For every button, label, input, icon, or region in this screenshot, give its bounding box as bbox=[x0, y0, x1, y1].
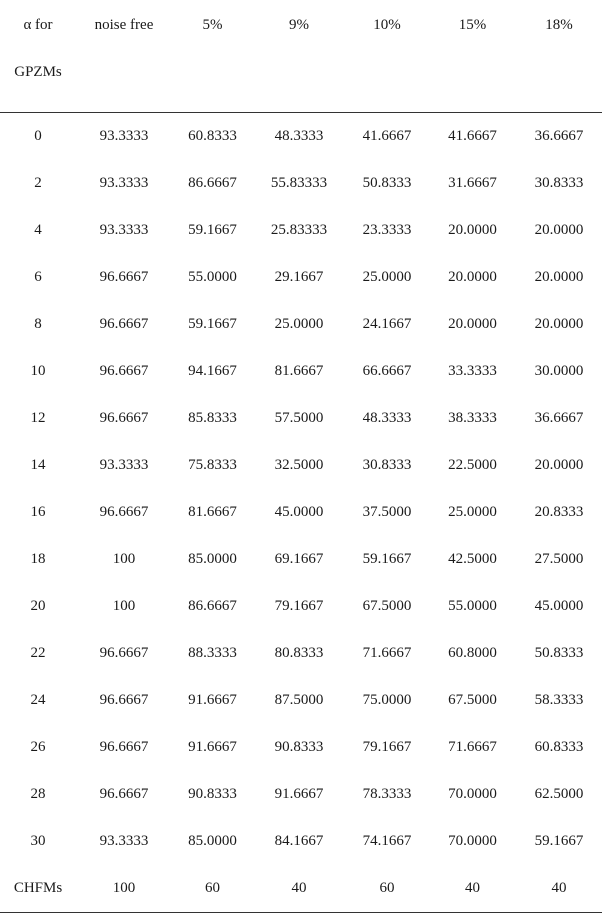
alpha-cell: 26 bbox=[30, 739, 46, 755]
noise-free-cell: 96.6667 bbox=[99, 504, 149, 520]
noise-15-cell: 20.0000 bbox=[448, 316, 497, 332]
noise-18-cell: 60.8333 bbox=[534, 739, 584, 755]
noise-15-cell: 25.0000 bbox=[448, 504, 497, 520]
alpha-cell: 20 bbox=[30, 598, 46, 614]
noise-15-cell: 31.6667 bbox=[448, 175, 497, 191]
noise-9-cell: 45.0000 bbox=[274, 504, 324, 520]
noise-10-cell: 30.8333 bbox=[362, 457, 412, 473]
noise-15-cell: 71.6667 bbox=[448, 739, 497, 755]
table-row bbox=[0, 113, 602, 161]
noise-10-cell: 60 bbox=[345, 865, 429, 913]
alpha-cell: 0 bbox=[34, 128, 42, 144]
noise-15-cell: 41.6667 bbox=[448, 128, 497, 144]
noise-10-cell: 50.8333 bbox=[362, 175, 412, 191]
noise-10-cell: 23.3333 bbox=[362, 222, 412, 238]
alpha-cell: CHFMs bbox=[0, 865, 76, 913]
noise-5-cell: 60.8333 bbox=[188, 128, 237, 144]
table-row bbox=[0, 818, 602, 865]
noise-18-cell: 20.8333 bbox=[534, 504, 584, 520]
noise-5-cell: 86.6667 bbox=[188, 598, 237, 614]
header-row bbox=[0, 0, 602, 113]
header-alpha-line1: α for bbox=[23, 17, 53, 33]
noise-9-cell: 57.5000 bbox=[274, 410, 324, 426]
noise-9-cell: 25.0000 bbox=[274, 316, 324, 332]
noise-9-cell: 84.1667 bbox=[274, 833, 324, 849]
noise-5-cell: 91.6667 bbox=[188, 739, 237, 755]
noise-15-cell: 20.0000 bbox=[448, 222, 497, 238]
noise-10-cell: 66.6667 bbox=[362, 363, 412, 379]
table-row bbox=[0, 207, 602, 254]
noise-5-cell: 75.8333 bbox=[188, 457, 237, 473]
alpha-cell: 28 bbox=[30, 786, 46, 802]
noise-free-cell: 96.6667 bbox=[99, 645, 149, 661]
noise-15-cell: 60.8000 bbox=[448, 645, 497, 661]
alpha-cell: 24 bbox=[30, 692, 46, 708]
noise-9-cell: 32.5000 bbox=[274, 457, 324, 473]
noise-9-cell: 55.83333 bbox=[270, 175, 328, 191]
table-row bbox=[0, 677, 602, 724]
alpha-cell: 10 bbox=[30, 363, 46, 379]
noise-5-cell: 81.6667 bbox=[188, 504, 237, 520]
noise-18-cell: 30.8333 bbox=[534, 175, 584, 191]
noise-free-cell: 96.6667 bbox=[99, 363, 149, 379]
noise-9-cell: 81.6667 bbox=[274, 363, 324, 379]
noise-9-cell: 69.1667 bbox=[274, 551, 324, 567]
noise-18-cell: 50.8333 bbox=[534, 645, 584, 661]
noise-5-cell: 85.0000 bbox=[188, 551, 237, 567]
alpha-cell: 30 bbox=[30, 833, 46, 849]
table-row bbox=[0, 301, 602, 348]
noise-15-cell: 67.5000 bbox=[448, 692, 497, 708]
noise-5-cell: 85.8333 bbox=[188, 410, 237, 426]
alpha-cell: 6 bbox=[34, 269, 42, 285]
header-alpha-line2: GPZMs bbox=[14, 64, 62, 80]
noise-free-cell: 93.3333 bbox=[99, 833, 149, 849]
noise-9-cell: 90.8333 bbox=[274, 739, 324, 755]
noise-5-cell: 59.1667 bbox=[188, 316, 237, 332]
noise-15-cell: 40 bbox=[429, 865, 516, 913]
noise-10-cell: 25.0000 bbox=[362, 269, 412, 285]
noise-15-cell: 70.0000 bbox=[448, 786, 497, 802]
noise-5-cell: 90.8333 bbox=[188, 786, 237, 802]
noise-9-cell: 80.8333 bbox=[274, 645, 324, 661]
noise-9-cell: 40 bbox=[253, 865, 345, 913]
alpha-cell: 8 bbox=[34, 316, 42, 332]
noise-free-cell: 93.3333 bbox=[99, 457, 149, 473]
noise-15-cell: 20.0000 bbox=[448, 269, 497, 285]
noise-18-cell: 36.6667 bbox=[534, 410, 584, 426]
alpha-cell: 12 bbox=[30, 410, 46, 426]
noise-10-cell: 41.6667 bbox=[362, 128, 412, 144]
noise-free-cell: 93.3333 bbox=[99, 128, 149, 144]
noise-free-cell: 93.3333 bbox=[99, 175, 149, 191]
noise-free-cell: 96.6667 bbox=[99, 739, 149, 755]
noise-5-cell: 59.1667 bbox=[188, 222, 237, 238]
noise-10-cell: 59.1667 bbox=[362, 551, 412, 567]
table-row bbox=[0, 254, 602, 301]
table-row bbox=[0, 489, 602, 536]
noise-15-cell: 33.3333 bbox=[448, 363, 497, 379]
noise-18-cell: 62.5000 bbox=[534, 786, 584, 802]
noise-free-cell: 100 bbox=[112, 598, 136, 614]
noise-free-cell: 100 bbox=[76, 865, 172, 913]
table-row bbox=[0, 771, 602, 818]
noise-5-cell: 91.6667 bbox=[188, 692, 237, 708]
alpha-cell: 18 bbox=[30, 551, 46, 567]
noise-15-cell: 55.0000 bbox=[448, 598, 497, 614]
noise-9-cell: 25.83333 bbox=[270, 222, 328, 238]
table-row bbox=[0, 442, 602, 489]
table-row bbox=[0, 536, 602, 583]
alpha-cell: 4 bbox=[34, 222, 42, 238]
noise-15-cell: 70.0000 bbox=[448, 833, 497, 849]
noise-9-cell: 87.5000 bbox=[274, 692, 324, 708]
noise-18-cell: 59.1667 bbox=[534, 833, 584, 849]
header-alpha-gpzms bbox=[0, 0, 76, 113]
noise-free-cell: 96.6667 bbox=[99, 410, 149, 426]
alpha-cell: 14 bbox=[30, 457, 46, 473]
noise-10-cell: 48.3333 bbox=[362, 410, 412, 426]
table-row bbox=[0, 865, 602, 913]
noise-10-cell: 79.1667 bbox=[362, 739, 412, 755]
header-noise-free: noise free bbox=[76, 0, 172, 113]
noise-5-cell: 55.0000 bbox=[188, 269, 237, 285]
noise-5-cell: 86.6667 bbox=[188, 175, 237, 191]
noise-5-cell: 94.1667 bbox=[188, 363, 237, 379]
alpha-cell: 2 bbox=[34, 175, 42, 191]
table-row bbox=[0, 630, 602, 677]
noise-18-cell: 30.0000 bbox=[534, 363, 584, 379]
header-noise-5: 5% bbox=[172, 0, 253, 113]
noise-5-cell: 88.3333 bbox=[188, 645, 237, 661]
noise-10-cell: 24.1667 bbox=[362, 316, 412, 332]
noise-10-cell: 78.3333 bbox=[362, 786, 412, 802]
alpha-cell: 22 bbox=[30, 645, 46, 661]
noise-15-cell: 42.5000 bbox=[448, 551, 497, 567]
noise-18-cell: 20.0000 bbox=[534, 316, 584, 332]
table-row bbox=[0, 724, 602, 771]
noise-5-cell: 60 bbox=[172, 865, 253, 913]
alpha-cell: 16 bbox=[30, 504, 46, 520]
noise-10-cell: 67.5000 bbox=[362, 598, 412, 614]
noise-18-cell: 20.0000 bbox=[534, 457, 584, 473]
table-row bbox=[0, 395, 602, 442]
table-body bbox=[0, 113, 602, 913]
noise-free-cell: 100 bbox=[112, 551, 136, 567]
noise-18-cell: 58.3333 bbox=[534, 692, 584, 708]
header-noise-18: 18% bbox=[516, 0, 602, 113]
noise-15-cell: 22.5000 bbox=[448, 457, 497, 473]
table-row bbox=[0, 160, 602, 207]
noise-18-cell: 45.0000 bbox=[534, 598, 584, 614]
noise-free-cell: 96.6667 bbox=[99, 692, 149, 708]
noise-10-cell: 75.0000 bbox=[362, 692, 412, 708]
noise-18-cell: 27.5000 bbox=[534, 551, 584, 567]
table-row bbox=[0, 348, 602, 395]
noise-18-cell: 20.0000 bbox=[534, 222, 584, 238]
header-noise-9: 9% bbox=[253, 0, 345, 113]
noise-18-cell: 40 bbox=[516, 865, 602, 913]
noise-18-cell: 20.0000 bbox=[534, 269, 584, 285]
header-noise-15: 15% bbox=[429, 0, 516, 113]
noise-10-cell: 37.5000 bbox=[362, 504, 412, 520]
noise-9-cell: 29.1667 bbox=[274, 269, 324, 285]
noise-free-cell: 93.3333 bbox=[99, 222, 149, 238]
noise-9-cell: 48.3333 bbox=[274, 128, 324, 144]
noise-10-cell: 71.6667 bbox=[362, 645, 412, 661]
noise-9-cell: 79.1667 bbox=[274, 598, 324, 614]
noise-18-cell: 36.6667 bbox=[534, 128, 584, 144]
noise-free-cell: 96.6667 bbox=[99, 316, 149, 332]
noise-9-cell: 91.6667 bbox=[274, 786, 324, 802]
table-header bbox=[0, 0, 602, 113]
table-row bbox=[0, 583, 602, 630]
noise-free-cell: 96.6667 bbox=[99, 786, 149, 802]
noise-15-cell: 38.3333 bbox=[448, 410, 497, 426]
noise-10-cell: 74.1667 bbox=[362, 833, 412, 849]
header-noise-10: 10% bbox=[345, 0, 429, 113]
noise-free-cell: 96.6667 bbox=[99, 269, 149, 285]
noise-5-cell: 85.0000 bbox=[188, 833, 237, 849]
